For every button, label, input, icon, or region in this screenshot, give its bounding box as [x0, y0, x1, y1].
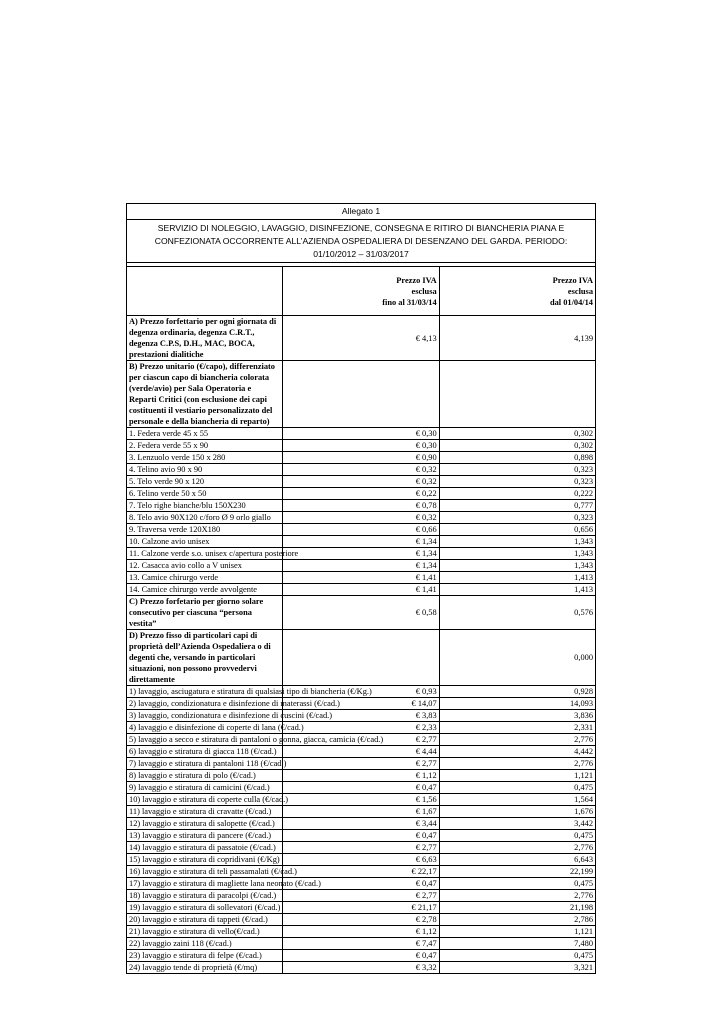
table-row [127, 584, 596, 596]
item-label: 2) lavaggio, condizionatura e disinfezione di materassi (€/cad.) [127, 698, 283, 710]
item-label: 1. Federa verde 45 x 55 [127, 428, 283, 440]
item-label: 4. Telino avio 90 x 90 [127, 464, 283, 476]
item-label: 8. Telo avio 90X120 c/foro Ø 9 orlo giallo [127, 512, 283, 524]
table-row [127, 440, 596, 452]
item-price-until: € 22,17 [283, 866, 439, 878]
price-table [126, 203, 596, 974]
item-price-from: 0,323 [439, 476, 595, 488]
item-price-until: € 2,77 [283, 890, 439, 902]
item-price-until: € 14,07 [283, 698, 439, 710]
item-label: 13) lavaggio e stiratura di pancere (€/cad.) [127, 830, 283, 842]
item-price-from: 3,836 [439, 710, 595, 722]
item-price-until: € 0,32 [283, 512, 439, 524]
item-price-from: 1,413 [439, 584, 595, 596]
item-label: 17) lavaggio e stiratura di magliette lana neonato (€/cad.) [127, 878, 283, 890]
item-label: 16) lavaggio e stiratura di teli passamalati (€/cad.) [127, 866, 283, 878]
item-price-until: € 0,47 [283, 950, 439, 962]
table-row [127, 818, 596, 830]
item-price-until: € 2,78 [283, 914, 439, 926]
item-price-until: € 0,30 [283, 440, 439, 452]
item-label: 11) lavaggio e stiratura di cravatte (€/cad.) [127, 806, 283, 818]
item-price-from: 0,302 [439, 428, 595, 440]
section-a-label: A) Prezzo forfettario per ogni giornata di degenza ordinaria, degenza C.R.T., degenza C.P.S, D.H., MAC, BOCA, prestazioni dialitiche [127, 316, 283, 361]
item-label: 6. Telino verde 50 x 50 [127, 488, 283, 500]
item-price-until: € 21,17 [283, 902, 439, 914]
item-price-until: € 6,63 [283, 854, 439, 866]
table-row [127, 770, 596, 782]
item-price-from: 0,302 [439, 440, 595, 452]
table-row [127, 878, 596, 890]
table-row [127, 746, 596, 758]
table-row [127, 710, 596, 722]
header-price-from: Prezzo IVA esclusa dal 01/04/14 [439, 267, 595, 316]
table-row [127, 938, 596, 950]
item-price-from: 1,121 [439, 926, 595, 938]
table-row [127, 686, 596, 698]
item-price-until: € 1,41 [283, 584, 439, 596]
item-price-until: € 0,47 [283, 830, 439, 842]
item-price-until: € 0,47 [283, 782, 439, 794]
item-price-from: 1,343 [439, 536, 595, 548]
item-label: 2. Federa verde 55 x 90 [127, 440, 283, 452]
item-label: 3. Lenzuolo verde 150 x 280 [127, 452, 283, 464]
section-a-price-until: € 4,13 [283, 316, 439, 361]
item-price-from: 2,331 [439, 722, 595, 734]
section-c-row [127, 596, 596, 630]
item-price-until: € 0,90 [283, 452, 439, 464]
item-price-until: € 2,77 [283, 758, 439, 770]
item-label: 18) lavaggio e stiratura di paracolpi (€/cad.) [127, 890, 283, 902]
table-row [127, 722, 596, 734]
table-row [127, 902, 596, 914]
table-row [127, 854, 596, 866]
section-a-price-from: 4,139 [439, 316, 595, 361]
item-label: 10) lavaggio e stiratura di coperte culla (€/cad.) [127, 794, 283, 806]
item-price-from: 0,475 [439, 950, 595, 962]
item-price-from: 2,776 [439, 890, 595, 902]
section-d-price-from: 0,000 [439, 630, 595, 686]
table-row [127, 842, 596, 854]
item-price-until: € 0,47 [283, 878, 439, 890]
item-price-until: € 0,30 [283, 428, 439, 440]
item-price-until: € 1,67 [283, 806, 439, 818]
item-label: 14. Camice chirurgo verde avvolgente [127, 584, 283, 596]
table-row [127, 548, 596, 560]
item-label: 6) lavaggio e stiratura di giacca 118 (€/cad.) [127, 746, 283, 758]
item-price-from: 4,442 [439, 746, 595, 758]
item-price-from: 0,475 [439, 878, 595, 890]
table-row [127, 758, 596, 770]
item-label: 24) lavaggio tende di proprietà (€/mq) [127, 962, 283, 974]
section-c-price-until: € 0,58 [283, 596, 439, 630]
item-price-from: 0,323 [439, 464, 595, 476]
item-price-from: 1,413 [439, 572, 595, 584]
section-d-label: D) Prezzo fisso di particolari capi di proprietà dell’Azienda Ospedaliera o di degenti che, versando in particolari situazioni, non possono provvedervi direttamente [127, 630, 283, 686]
item-price-from: 0,222 [439, 488, 595, 500]
item-price-from: 0,656 [439, 524, 595, 536]
section-b-label: B) Prezzo unitario (€/capo), differenziato per ciascun capo di biancheria colorata (verde/avio) per Sala Operatoria e Reparti Critici (con esclusione dei capi costituenti il vestiario personalizzato del personale e della biancheria di reparto) [127, 361, 283, 428]
table-row [127, 500, 596, 512]
subtitle-row [127, 220, 596, 263]
item-label: 7. Telo righe bianche/blu 150X230 [127, 500, 283, 512]
table-row [127, 794, 596, 806]
table-row [127, 464, 596, 476]
item-price-from: 1,564 [439, 794, 595, 806]
table-row [127, 452, 596, 464]
item-price-from: 21,198 [439, 902, 595, 914]
item-price-until: € 1,12 [283, 770, 439, 782]
table-row [127, 536, 596, 548]
item-price-until: € 2,77 [283, 842, 439, 854]
item-price-from: 0,323 [439, 512, 595, 524]
item-price-until: € 2,33 [283, 722, 439, 734]
item-label: 4) lavaggio e disinfezione di coperte di lana (€/cad.) [127, 722, 283, 734]
price-list-document [126, 203, 596, 974]
item-price-until: € 3,32 [283, 962, 439, 974]
table-row [127, 476, 596, 488]
item-price-from: 0,928 [439, 686, 595, 698]
item-price-from: 2,786 [439, 914, 595, 926]
item-label: 15) lavaggio e stiratura di copridivani (€/Kg) [127, 854, 283, 866]
section-d-row [127, 630, 596, 686]
table-row [127, 950, 596, 962]
item-price-until: € 0,22 [283, 488, 439, 500]
item-price-from: 0,475 [439, 830, 595, 842]
item-label: 21) lavaggio e stiratura di vello(€/cad.) [127, 926, 283, 938]
section-c-label: C) Prezzo forfetario per giorno solare consecutivo per ciascuna “persona vestita” [127, 596, 283, 630]
item-label: 23) lavaggio e stiratura di felpe (€/cad.) [127, 950, 283, 962]
item-price-from: 0,475 [439, 782, 595, 794]
table-row [127, 698, 596, 710]
table-row [127, 572, 596, 584]
item-price-from: 6,643 [439, 854, 595, 866]
item-label: 5. Telo verde 90 x 120 [127, 476, 283, 488]
table-row [127, 926, 596, 938]
item-price-from: 2,776 [439, 758, 595, 770]
item-price-from: 2,776 [439, 842, 595, 854]
table-row [127, 560, 596, 572]
document-title: Allegato 1 [127, 204, 596, 220]
table-row [127, 734, 596, 746]
item-price-from: 0,777 [439, 500, 595, 512]
item-price-from: 1,676 [439, 806, 595, 818]
item-price-from: 1,343 [439, 560, 595, 572]
table-row [127, 428, 596, 440]
document-subtitle: SERVIZIO DI NOLEGGIO, LAVAGGIO, DISINFEZIONE, CONSEGNA E RITIRO DI BIANCHERIA PIANA E CONFEZIONATA OCCORRENTE ALL’AZIENDA OSPEDALIERA DI DESENZANO DEL GARDA. PERIODO: 01/10/2012 – 31/03/2017 [127, 220, 596, 263]
item-label: 20) lavaggio e stiratura di tappeti (€/cad.) [127, 914, 283, 926]
item-price-until: € 1,34 [283, 536, 439, 548]
item-price-until: € 1,34 [283, 560, 439, 572]
item-label: 12) lavaggio e stiratura di salopette (€/cad.) [127, 818, 283, 830]
item-price-until: € 3,44 [283, 818, 439, 830]
item-price-from: 0,898 [439, 452, 595, 464]
table-row [127, 524, 596, 536]
section-b-row [127, 361, 596, 428]
item-price-until: € 2,77 [283, 734, 439, 746]
item-price-from: 22,199 [439, 866, 595, 878]
item-price-from: 2,776 [439, 734, 595, 746]
table-row [127, 806, 596, 818]
item-label: 9. Traversa verde 120X180 [127, 524, 283, 536]
item-label: 14) lavaggio e stiratura di passatoie (€/cad.) [127, 842, 283, 854]
section-c-price-from: 0,576 [439, 596, 595, 630]
item-price-until: € 0,93 [283, 686, 439, 698]
table-row [127, 914, 596, 926]
item-label: 7) lavaggio e stiratura di pantaloni 118 (€/cad.) [127, 758, 283, 770]
item-label: 22) lavaggio zaini 118 (€/cad.) [127, 938, 283, 950]
item-label: 12. Casacca avio collo a V unisex [127, 560, 283, 572]
item-label: 11. Calzone verde s.o. unisex c/apertura posteriore [127, 548, 283, 560]
item-price-until: € 4,44 [283, 746, 439, 758]
item-price-from: 7,480 [439, 938, 595, 950]
item-label: 9) lavaggio e stiratura di camicini (€/cad.) [127, 782, 283, 794]
item-price-from: 14,093 [439, 698, 595, 710]
table-row [127, 512, 596, 524]
item-price-until: € 0,66 [283, 524, 439, 536]
item-price-from: 3,442 [439, 818, 595, 830]
item-price-until: € 7,47 [283, 938, 439, 950]
table-row [127, 488, 596, 500]
item-label: 5) lavaggio a secco e stiratura di pantaloni o gonna, giacca, camicia (€/cad.) [127, 734, 283, 746]
table-row [127, 830, 596, 842]
item-price-until: € 0,32 [283, 464, 439, 476]
header-price-until: Prezzo IVA esclusa fino al 31/03/14 [283, 267, 439, 316]
item-price-from: 1,121 [439, 770, 595, 782]
item-price-until: € 0,78 [283, 500, 439, 512]
item-price-from: 3,321 [439, 962, 595, 974]
item-label: 1) lavaggio, asciugatura e stiratura di qualsiasi tipo di biancheria (€/Kg.) [127, 686, 283, 698]
item-price-from: 1,343 [439, 548, 595, 560]
item-label: 8) lavaggio e stiratura di polo (€/cad.) [127, 770, 283, 782]
section-a-row [127, 316, 596, 361]
item-price-until: € 1,56 [283, 794, 439, 806]
item-label: 10. Calzone avio unisex [127, 536, 283, 548]
item-price-until: € 1,12 [283, 926, 439, 938]
table-row [127, 962, 596, 974]
table-row [127, 782, 596, 794]
item-price-until: € 1,41 [283, 572, 439, 584]
item-price-until: € 0,32 [283, 476, 439, 488]
column-header-row [127, 267, 596, 316]
item-label: 19) lavaggio e stiratura di sollevatori (€/cad.) [127, 902, 283, 914]
title-row [127, 204, 596, 220]
item-label: 3) lavaggio, condizionatura e disinfezione di cuscini (€/cad.) [127, 710, 283, 722]
item-price-until: € 3,83 [283, 710, 439, 722]
item-price-until: € 1,34 [283, 548, 439, 560]
table-row [127, 866, 596, 878]
table-row [127, 890, 596, 902]
item-label: 13. Camice chirurgo verde [127, 572, 283, 584]
